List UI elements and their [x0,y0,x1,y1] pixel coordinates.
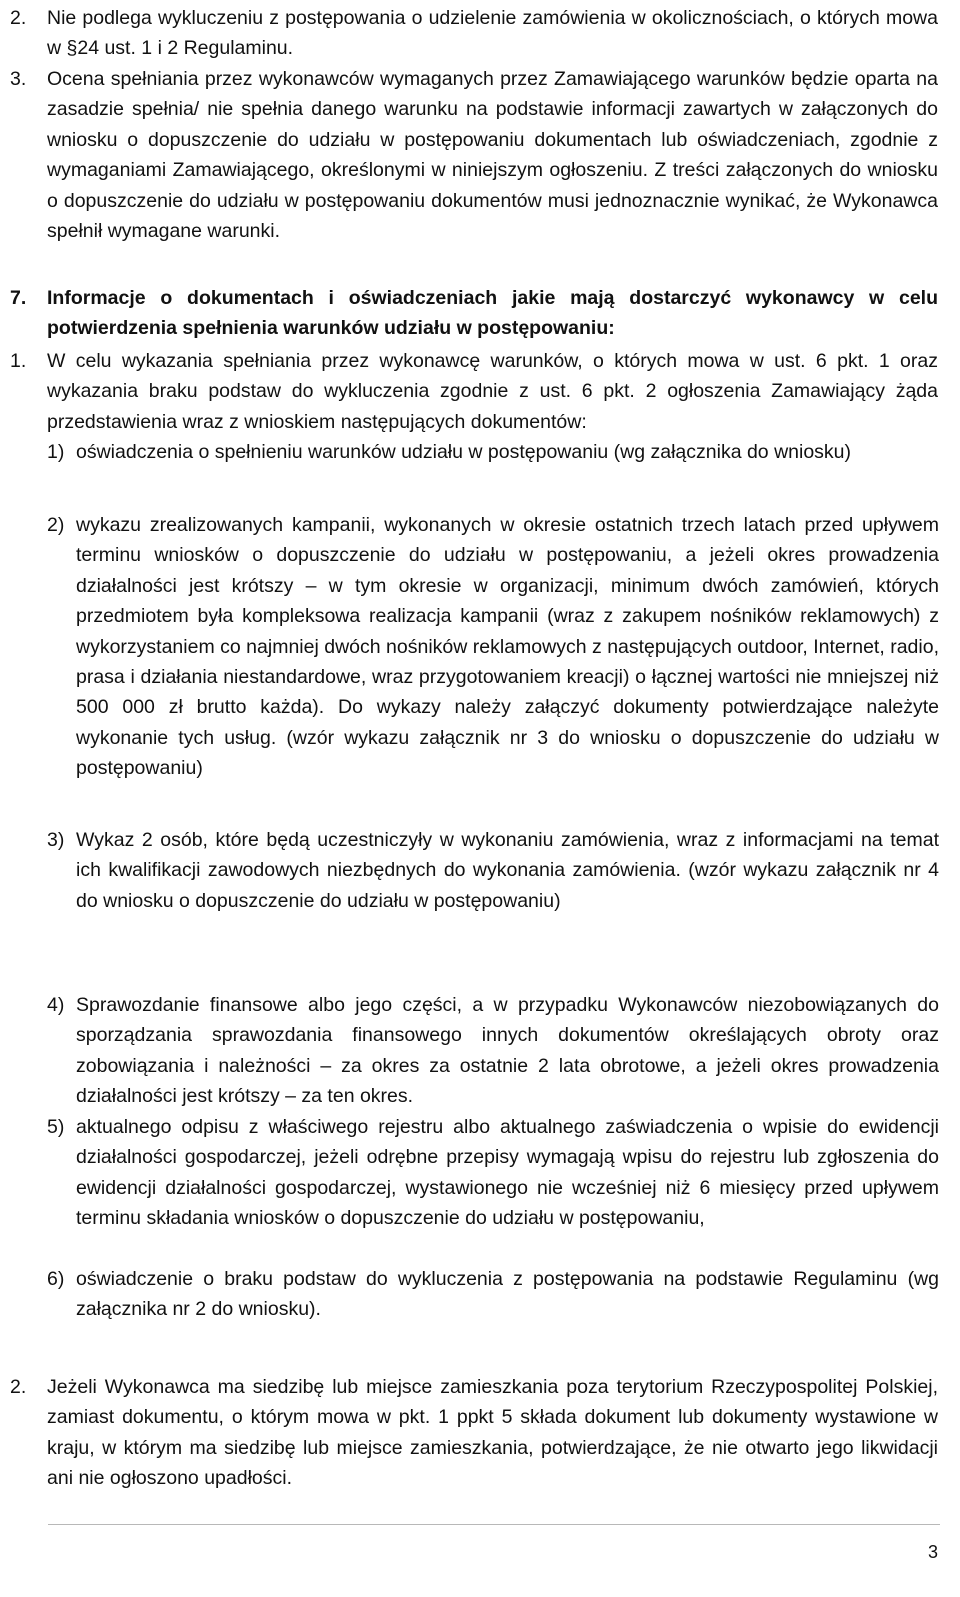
list-item-2 [10,3,938,64]
sub-item-text: Sprawozdanie finansowe albo jego części, a w przypadku Wykonawców niezobowiązanych do sporządzania sprawozdania finansowego innych dokumentów określających obroty oraz zobowiązania i należności – za okres za ostatnie 2 lata obrotowe, a jeżeli okres prowadzenia działalności jest krótszy – za ten okres. [76,994,939,1108]
point-text: W celu wykazania spełniania przez wykonawcę warunków, o których mowa w ust. 6 pkt. 1 oraz wykazania braku podstaw do wykluczenia zgodnie z ust. 6 pkt. 2 ogłoszenia Zamawiający żąda przedstawienia wraz z wnioskiem następujących dokumentów: [47,350,938,433]
point-1 [10,346,938,437]
sub-item-4 [47,990,939,1112]
list-item-text: Ocena spełniania przez wykonawców wymaganych przez Zamawiającego warunków będzie oparta na zasadzie spełnia/ nie spełnia danego warunku na podstawie informacji zawartych w załączonych do wniosku o dopuszczenie do udziału w postępowaniu dokumentach lub oświadczeniach, zgodnie z wymaganiami Zamawiającego, określonymi w niniejszym ogłoszeniu. Z treści załączonych do wniosku o dopuszczenie do udziału w postępowaniu dokumentów musi jednoznacznie wynikać, że Wykonawca spełnił wymagane warunki. [47,68,938,243]
list-item-text: Nie podlega wykluczeniu z postępowania o udzielenie zamówienia w okolicznościach, o których mowa w §24 ust. 1 i 2 Regulaminu. [47,7,938,60]
sub-item-number: 3) [47,829,65,851]
sub-item-1 [47,437,939,467]
point-text: Jeżeli Wykonawca ma siedzibę lub miejsce zamieszkania poza terytorium Rzeczypospolitej Polskiej, zamiast dokumentu, o którym mowa w pkt. 1 ppkt 5 składa dokument lub dokumenty wystawione w kraju, w którym ma siedzibę lub miejsce zamieszkania, potwierdzające, że nie otwarto jego likwidacji ani nie ogłoszono upadłości. [47,1376,938,1490]
section-heading-7 [10,283,938,344]
sub-item-5 [47,1112,939,1234]
footer-divider [48,1524,940,1525]
sub-item-text: oświadczenia o spełnieniu warunków udziału w postępowaniu (wg załącznika do wniosku) [76,441,852,463]
sub-item-text: oświadczenie o braku podstaw do wykluczenia z postępowania na podstawie Regulaminu (wg załącznika nr 2 do wniosku). [76,1268,939,1321]
sub-item-text: aktualnego odpisu z właściwego rejestru albo aktualnego zaświadczenia o wpisie do ewidencji działalności gospodarczej, jeżeli odrębne przepisy wymagają wpisu do rejestru lub zgłoszenia do ewidencji działalności gospodarczej, wystawionego nie wcześniej niż 6 miesięcy przed upływem terminu składania wniosków o dopuszczenie do udziału w postępowaniu, [76,1116,939,1230]
point-2 [10,1372,938,1494]
list-item-number: 3. [10,68,27,90]
point-number: 2. [10,1376,27,1398]
sub-item-2 [47,510,939,784]
sub-item-text: Wykaz 2 osób, które będą uczestniczyły w wykonaniu zamówienia, wraz z informacjami na temat ich kwalifikacji zawodowych niezbędnych do wykonania zamówienia. (wzór wykazu załącznik nr 4 do wniosku o dopuszczenie do udziału w postępowaniu) [76,829,939,912]
page-number: 3 [927,1542,938,1562]
sub-item-number: 1) [47,441,65,463]
sub-item-number: 4) [47,994,65,1016]
section-number: 7. [10,287,27,309]
section-heading-text: Informacje o dokumentach i oświadczeniach jakie mają dostarczyć wykonawcy w celu potwierdzenia spełnienia warunków udziału w postępowaniu: [47,287,938,340]
sub-item-number: 5) [47,1116,65,1138]
sub-item-6 [47,1264,939,1325]
list-item-number: 2. [10,7,27,29]
sub-item-text: wykazu zrealizowanych kampanii, wykonanych w okresie ostatnich trzech latach przed upływem terminu wniosków o dopuszczenie do udziału w postępowaniu, a jeżeli okres prowadzenia działalności jest krótszy – w tym okresie w organizacji, minimum dwóch zamówień, których przedmiotem była kompleksowa realizacja kampanii (wraz z zakupem nośników reklamowych) z wykorzystaniem co najmniej dwóch nośników reklamowych z następujących outdoor, Internet, radio, prasa i działania niestandardowe, wraz przygotowaniem kreacji) o łącznej wartości nie mniejszej niż 500 000 zł brutto każda). Do wykazy należy załączyć dokumenty potwierdzające należyte wykonanie tych usług. (wzór wykazu załącznik nr 3 do wniosku o dopuszczenie do udziału w postępowaniu) [76,514,939,780]
sub-item-number: 6) [47,1268,65,1290]
sub-item-number: 2) [47,514,65,536]
sub-item-3 [47,825,939,916]
list-item-3 [10,64,938,246]
point-number: 1. [10,350,27,372]
